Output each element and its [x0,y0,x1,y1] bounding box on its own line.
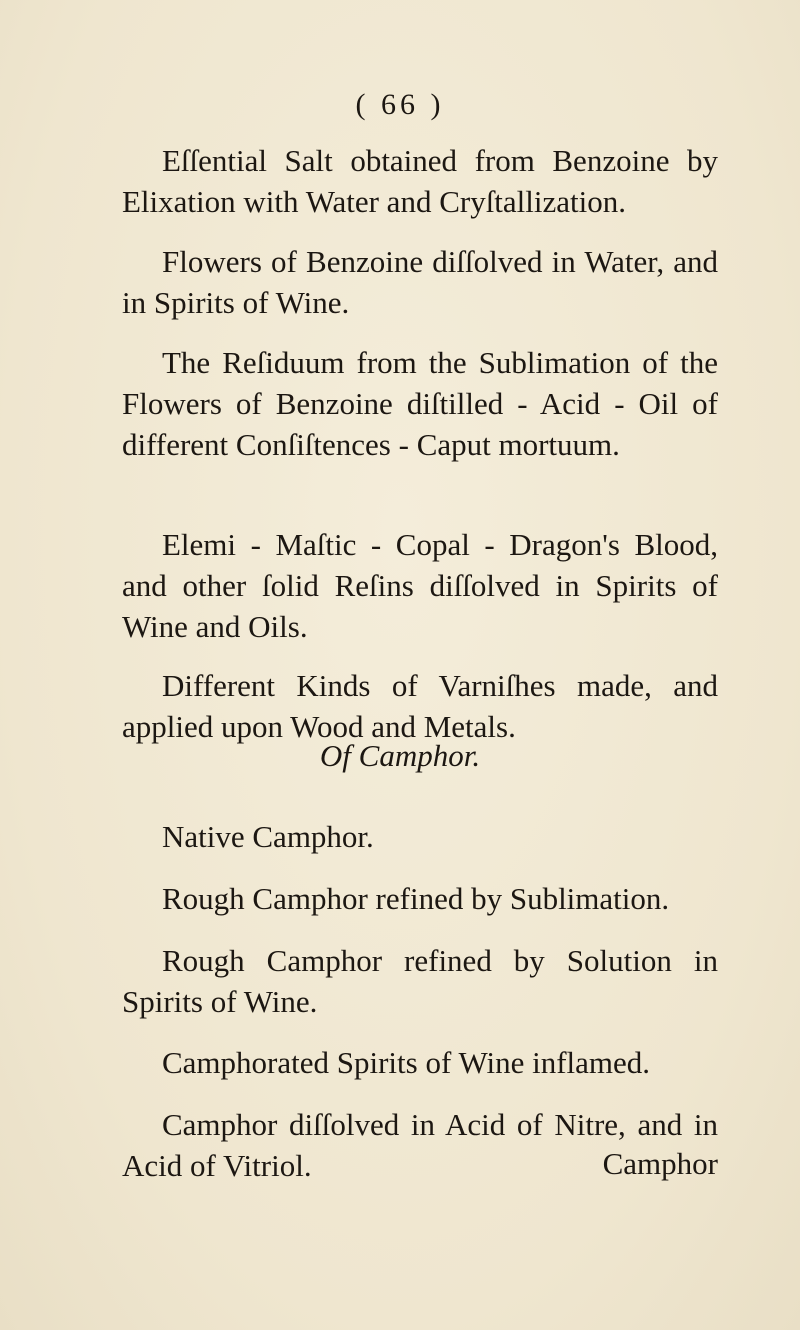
paragraph-residuum: The Reſiduum from the Sublimation of the Flowers of Benzoine diſtilled - Acid - Oil of different Conſiſtences - Caput mortuum. [122,345,718,462]
paragraph-rough-camphor-solution: Rough Camphor refined by Solution in Spirits of Wine. [122,943,718,1019]
page-number: ( 66 ) [355,88,445,121]
section-heading: Of Camphor. [319,738,481,773]
paragraph-native-camphor: Native Camphor. [162,819,374,854]
paragraph-essential-salt: Eſſential Salt obtained from Benzoine by Elixation with Water and Cryſtallization. [122,143,718,219]
paragraph-camphor-dissolved: Camphor diſſolved in Acid of Nitre, and in Acid of Vitriol. [122,1107,718,1183]
paragraph-flowers-of-benzoine: Flowers of Benzoine diſſolved in Water, and in Spirits of Wine. [122,244,718,320]
paragraph-varnishes: Different Kinds of Varniſhes made, and applied upon Wood and Metals. [122,668,718,744]
paragraph-rough-camphor-sublimation: Rough Camphor refined by Sublimation. [162,881,670,916]
catchword: Camphor [602,1146,718,1181]
paragraph-camphorated-spirits: Camphorated Spirits of Wine inflamed. [162,1045,651,1080]
paragraph-elemi-mastic-copal: Elemi - Maſtic - Copal - Dragon's Blood, and other ſolid Reſins diſſolved in Spirits of Wine and Oils. [122,527,718,644]
